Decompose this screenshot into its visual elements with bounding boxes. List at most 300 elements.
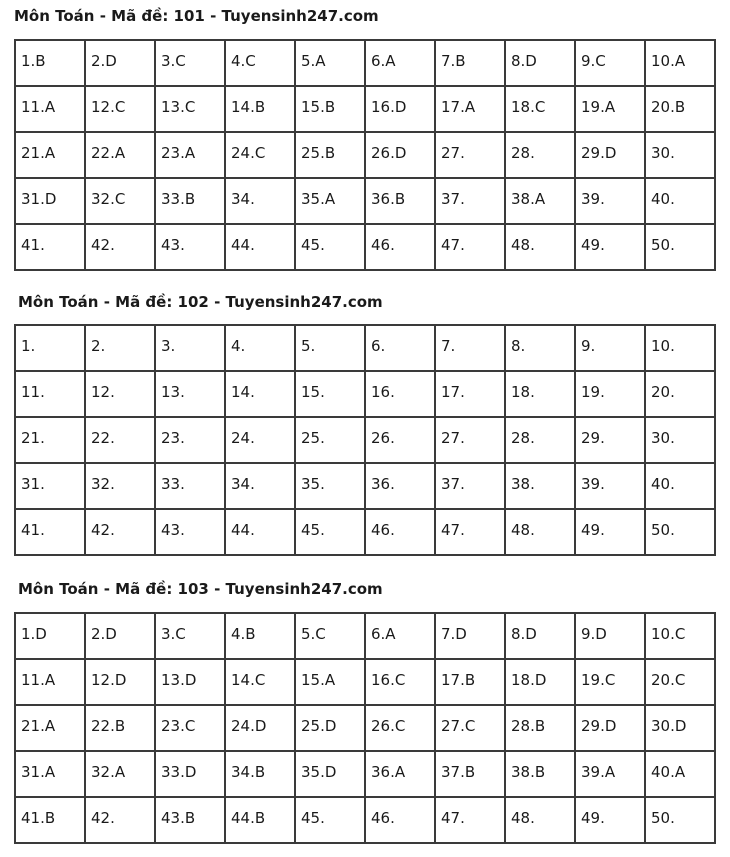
answer-cell bbox=[15, 705, 85, 751]
answer-text: 28. bbox=[511, 429, 535, 447]
table-row bbox=[15, 40, 715, 86]
answer-cell bbox=[575, 797, 645, 843]
answer-text: 3. bbox=[161, 337, 176, 355]
answer-cell bbox=[435, 705, 505, 751]
answer-cell bbox=[575, 224, 645, 270]
answer-cell bbox=[505, 132, 575, 178]
answer-text: 45. bbox=[301, 809, 325, 827]
answer-text: 42. bbox=[91, 521, 115, 539]
answer-cell bbox=[645, 224, 715, 270]
answer-text: 22.A bbox=[91, 144, 126, 162]
answer-text: 18.C bbox=[511, 98, 546, 116]
answer-text: 29.D bbox=[581, 144, 617, 162]
answer-cell bbox=[435, 178, 505, 224]
answer-text: 33.B bbox=[161, 190, 196, 208]
answer-text: 40. bbox=[651, 190, 675, 208]
answer-text: 14.C bbox=[231, 671, 266, 689]
answer-cell bbox=[365, 751, 435, 797]
answer-text: 34. bbox=[231, 190, 255, 208]
answer-text: 22.B bbox=[91, 717, 126, 735]
answer-text: 4.C bbox=[231, 52, 256, 70]
answer-text: 2. bbox=[91, 337, 106, 355]
answer-cell bbox=[645, 509, 715, 555]
answer-text: 4. bbox=[231, 337, 246, 355]
answer-text: 19. bbox=[581, 383, 605, 401]
answer-text: 30. bbox=[651, 144, 675, 162]
table-row bbox=[15, 463, 715, 509]
answer-cell bbox=[435, 325, 505, 371]
answer-cell bbox=[15, 132, 85, 178]
answer-cell bbox=[505, 325, 575, 371]
answer-text: 42. bbox=[91, 236, 115, 254]
answer-text: 44. bbox=[231, 521, 255, 539]
answer-cell bbox=[85, 509, 155, 555]
answer-text: 32.C bbox=[91, 190, 126, 208]
answer-text: 5.C bbox=[301, 625, 326, 643]
answer-text: 25. bbox=[301, 429, 325, 447]
answer-cell bbox=[435, 86, 505, 132]
answer-cell bbox=[155, 325, 225, 371]
answer-table-101 bbox=[14, 39, 716, 271]
answer-text: 31.A bbox=[21, 763, 56, 781]
answer-cell bbox=[15, 40, 85, 86]
answer-text: 20.B bbox=[651, 98, 686, 116]
answer-cell bbox=[85, 613, 155, 659]
answer-cell bbox=[365, 40, 435, 86]
answer-cell bbox=[155, 178, 225, 224]
answer-cell bbox=[645, 40, 715, 86]
answer-cell bbox=[295, 417, 365, 463]
answer-text: 34. bbox=[231, 475, 255, 493]
answer-text: 24.C bbox=[231, 144, 266, 162]
answer-text: 45. bbox=[301, 521, 325, 539]
answer-cell bbox=[645, 132, 715, 178]
answer-text: 14.B bbox=[231, 98, 266, 116]
answer-text: 34.B bbox=[231, 763, 266, 781]
answer-text: 31.D bbox=[21, 190, 57, 208]
answer-text: 29. bbox=[581, 429, 605, 447]
answer-cell bbox=[365, 132, 435, 178]
answer-text: 28.B bbox=[511, 717, 546, 735]
answer-text: 18. bbox=[511, 383, 535, 401]
answer-cell bbox=[575, 509, 645, 555]
answer-text: 50. bbox=[651, 521, 675, 539]
answer-cell bbox=[15, 224, 85, 270]
answer-text: 39. bbox=[581, 475, 605, 493]
answer-text: 27. bbox=[441, 429, 465, 447]
answer-cell bbox=[505, 797, 575, 843]
answer-cell bbox=[155, 86, 225, 132]
answer-cell bbox=[505, 40, 575, 86]
answer-text: 31. bbox=[21, 475, 45, 493]
answer-cell bbox=[225, 509, 295, 555]
answer-cell bbox=[225, 705, 295, 751]
answer-text: 41. bbox=[21, 521, 45, 539]
answer-text: 43. bbox=[161, 521, 185, 539]
answer-text: 15.A bbox=[301, 671, 336, 689]
answer-text: 26.C bbox=[371, 717, 406, 735]
answer-text: 16. bbox=[371, 383, 395, 401]
answer-cell bbox=[225, 178, 295, 224]
answer-cell bbox=[435, 371, 505, 417]
answer-text: 41. bbox=[21, 236, 45, 254]
answer-cell bbox=[575, 417, 645, 463]
answer-text: 13. bbox=[161, 383, 185, 401]
answer-text: 8.D bbox=[511, 625, 537, 643]
answer-cell bbox=[435, 463, 505, 509]
answer-cell bbox=[645, 325, 715, 371]
table-row bbox=[15, 751, 715, 797]
answer-cell bbox=[505, 224, 575, 270]
answer-cell bbox=[85, 659, 155, 705]
answer-cell bbox=[15, 613, 85, 659]
answer-cell bbox=[365, 659, 435, 705]
answer-text: 40. bbox=[651, 475, 675, 493]
answer-cell bbox=[15, 797, 85, 843]
answer-text: 10.C bbox=[651, 625, 686, 643]
table-row bbox=[15, 509, 715, 555]
answer-cell bbox=[225, 40, 295, 86]
answer-cell bbox=[85, 325, 155, 371]
answer-cell bbox=[435, 613, 505, 659]
answer-cell bbox=[575, 659, 645, 705]
answer-cell bbox=[85, 40, 155, 86]
answer-text: 43. bbox=[161, 236, 185, 254]
answer-cell bbox=[155, 417, 225, 463]
answer-text: 9.C bbox=[581, 52, 606, 70]
answer-text: 12.C bbox=[91, 98, 126, 116]
answer-text: 23.A bbox=[161, 144, 196, 162]
table-row bbox=[15, 224, 715, 270]
answer-text: 12.D bbox=[91, 671, 127, 689]
answer-text: 35.D bbox=[301, 763, 337, 781]
answer-text: 11.A bbox=[21, 98, 56, 116]
table-row bbox=[15, 613, 715, 659]
answer-cell bbox=[85, 417, 155, 463]
answer-cell bbox=[575, 705, 645, 751]
answer-text: 17.B bbox=[441, 671, 476, 689]
answer-text: 16.D bbox=[371, 98, 407, 116]
answer-cell bbox=[645, 705, 715, 751]
answer-text: 42. bbox=[91, 809, 115, 827]
answer-cell bbox=[505, 417, 575, 463]
answer-text: 2.D bbox=[91, 52, 117, 70]
answer-cell bbox=[575, 371, 645, 417]
answer-cell bbox=[15, 325, 85, 371]
answer-text: 9. bbox=[581, 337, 596, 355]
answer-text: 23.C bbox=[161, 717, 196, 735]
answer-cell bbox=[505, 178, 575, 224]
answer-text: 35. bbox=[301, 475, 325, 493]
answer-text: 39.A bbox=[581, 763, 616, 781]
answer-text: 47. bbox=[441, 236, 465, 254]
answer-text: 15. bbox=[301, 383, 325, 401]
answer-text: 26.D bbox=[371, 144, 407, 162]
answer-cell bbox=[15, 659, 85, 705]
answer-cell bbox=[645, 86, 715, 132]
table-row bbox=[15, 132, 715, 178]
answer-cell bbox=[225, 132, 295, 178]
answer-text: 37. bbox=[441, 475, 465, 493]
answer-text: 50. bbox=[651, 236, 675, 254]
answer-text: 37.B bbox=[441, 763, 476, 781]
answer-text: 7.B bbox=[441, 52, 466, 70]
answer-text: 25.B bbox=[301, 144, 336, 162]
table-row bbox=[15, 659, 715, 705]
answer-cell bbox=[505, 509, 575, 555]
answer-cell bbox=[295, 40, 365, 86]
answer-text: 18.D bbox=[511, 671, 547, 689]
answer-cell bbox=[505, 751, 575, 797]
answer-text: 50. bbox=[651, 809, 675, 827]
answer-cell bbox=[295, 371, 365, 417]
answer-text: 47. bbox=[441, 521, 465, 539]
answer-text: 49. bbox=[581, 236, 605, 254]
answer-cell bbox=[155, 40, 225, 86]
answer-cell bbox=[435, 40, 505, 86]
answer-text: 1.D bbox=[21, 625, 47, 643]
answer-cell bbox=[85, 178, 155, 224]
answer-cell bbox=[85, 224, 155, 270]
answer-text: 41.B bbox=[21, 809, 56, 827]
answer-cell bbox=[645, 178, 715, 224]
answer-cell bbox=[85, 86, 155, 132]
answer-cell bbox=[365, 509, 435, 555]
answer-text: 20. bbox=[651, 383, 675, 401]
answer-text: 20.C bbox=[651, 671, 686, 689]
answer-cell bbox=[155, 463, 225, 509]
answer-text: 48. bbox=[511, 236, 535, 254]
answer-text: 5. bbox=[301, 337, 316, 355]
answer-text: 3.C bbox=[161, 625, 186, 643]
answer-cell bbox=[295, 751, 365, 797]
answer-cell bbox=[435, 509, 505, 555]
answer-text: 21. bbox=[21, 429, 45, 447]
answer-cell bbox=[15, 463, 85, 509]
answer-text: 38.A bbox=[511, 190, 546, 208]
answer-cell bbox=[435, 417, 505, 463]
answer-text: 17. bbox=[441, 383, 465, 401]
answer-cell bbox=[295, 509, 365, 555]
answer-cell bbox=[435, 132, 505, 178]
answer-cell bbox=[435, 751, 505, 797]
table-row bbox=[15, 178, 715, 224]
answer-cell bbox=[225, 613, 295, 659]
answer-cell bbox=[575, 40, 645, 86]
table-row bbox=[15, 86, 715, 132]
answer-text: 48. bbox=[511, 809, 535, 827]
answer-cell bbox=[155, 705, 225, 751]
answer-text: 28. bbox=[511, 144, 535, 162]
answer-cell bbox=[85, 371, 155, 417]
answer-text: 36.A bbox=[371, 763, 406, 781]
answer-text: 47. bbox=[441, 809, 465, 827]
answer-text: 33. bbox=[161, 475, 185, 493]
answer-cell bbox=[295, 659, 365, 705]
answer-cell bbox=[15, 371, 85, 417]
answer-text: 7.D bbox=[441, 625, 467, 643]
answer-text: 29.D bbox=[581, 717, 617, 735]
answer-text: 36.B bbox=[371, 190, 406, 208]
answer-table-103 bbox=[14, 612, 716, 844]
answer-text: 1. bbox=[21, 337, 36, 355]
answer-cell bbox=[15, 751, 85, 797]
answer-text: 25.D bbox=[301, 717, 337, 735]
answer-cell bbox=[365, 705, 435, 751]
answer-cell bbox=[365, 613, 435, 659]
answer-text: 38. bbox=[511, 475, 535, 493]
answer-cell bbox=[505, 463, 575, 509]
table-row bbox=[15, 417, 715, 463]
answer-cell bbox=[365, 371, 435, 417]
answer-text: 19.C bbox=[581, 671, 616, 689]
answer-cell bbox=[645, 797, 715, 843]
answer-cell bbox=[435, 659, 505, 705]
answer-text: 1.B bbox=[21, 52, 46, 70]
answer-cell bbox=[645, 751, 715, 797]
answer-text: 45. bbox=[301, 236, 325, 254]
answer-text: 22. bbox=[91, 429, 115, 447]
answer-cell bbox=[15, 178, 85, 224]
answer-text: 32.A bbox=[91, 763, 126, 781]
answer-text: 33.D bbox=[161, 763, 197, 781]
answer-cell bbox=[225, 86, 295, 132]
section-title-101: Môn Toán - Mã đề: 101 - Tuyensinh247.com bbox=[14, 7, 379, 25]
answer-text: 36. bbox=[371, 475, 395, 493]
answer-text: 43.B bbox=[161, 809, 196, 827]
answer-text: 44.B bbox=[231, 809, 266, 827]
answer-text: 10.A bbox=[651, 52, 686, 70]
answer-cell bbox=[365, 417, 435, 463]
answer-cell bbox=[505, 371, 575, 417]
answer-text: 6.A bbox=[371, 625, 396, 643]
answer-text: 10. bbox=[651, 337, 675, 355]
answer-text: 49. bbox=[581, 809, 605, 827]
answer-text: 46. bbox=[371, 521, 395, 539]
answer-cell bbox=[295, 325, 365, 371]
answer-text: 23. bbox=[161, 429, 185, 447]
answer-cell bbox=[295, 613, 365, 659]
section-title-103: Môn Toán - Mã đề: 103 - Tuyensinh247.com bbox=[18, 580, 383, 598]
answer-cell bbox=[575, 132, 645, 178]
answer-cell bbox=[225, 325, 295, 371]
answer-text: 2.D bbox=[91, 625, 117, 643]
answer-text: 6.A bbox=[371, 52, 396, 70]
table-row bbox=[15, 325, 715, 371]
answer-cell bbox=[225, 371, 295, 417]
answer-cell bbox=[85, 132, 155, 178]
answer-text: 4.B bbox=[231, 625, 256, 643]
answer-text: 5.A bbox=[301, 52, 326, 70]
answer-cell bbox=[365, 178, 435, 224]
answer-cell bbox=[295, 86, 365, 132]
answer-cell bbox=[225, 463, 295, 509]
answer-text: 21.A bbox=[21, 717, 56, 735]
answer-text: 26. bbox=[371, 429, 395, 447]
answer-text: 40.A bbox=[651, 763, 686, 781]
answer-cell bbox=[225, 751, 295, 797]
answer-cell bbox=[85, 751, 155, 797]
section-title-102: Môn Toán - Mã đề: 102 - Tuyensinh247.com bbox=[18, 293, 383, 311]
answer-cell bbox=[225, 417, 295, 463]
answer-cell bbox=[295, 132, 365, 178]
answer-cell bbox=[645, 463, 715, 509]
answer-text: 24. bbox=[231, 429, 255, 447]
answer-text: 3.C bbox=[161, 52, 186, 70]
answer-cell bbox=[365, 463, 435, 509]
answer-cell bbox=[15, 417, 85, 463]
answer-text: 24.D bbox=[231, 717, 267, 735]
answer-cell bbox=[645, 659, 715, 705]
answer-cell bbox=[155, 132, 225, 178]
answer-text: 38.B bbox=[511, 763, 546, 781]
answer-cell bbox=[295, 463, 365, 509]
answer-text: 44. bbox=[231, 236, 255, 254]
answer-cell bbox=[645, 371, 715, 417]
answer-cell bbox=[575, 325, 645, 371]
answer-table-102 bbox=[14, 324, 716, 556]
answer-cell bbox=[575, 463, 645, 509]
answer-text: 13.D bbox=[161, 671, 197, 689]
answer-text: 11. bbox=[21, 383, 45, 401]
answer-text: 19.A bbox=[581, 98, 616, 116]
answer-cell bbox=[85, 463, 155, 509]
answer-text: 32. bbox=[91, 475, 115, 493]
answer-cell bbox=[155, 371, 225, 417]
answer-cell bbox=[295, 797, 365, 843]
answer-text: 11.A bbox=[21, 671, 56, 689]
answer-cell bbox=[15, 86, 85, 132]
answer-text: 12. bbox=[91, 383, 115, 401]
answer-cell bbox=[155, 509, 225, 555]
answer-text: 48. bbox=[511, 521, 535, 539]
answer-cell bbox=[505, 705, 575, 751]
answer-cell bbox=[225, 659, 295, 705]
answer-text: 27. bbox=[441, 144, 465, 162]
answer-text: 30.D bbox=[651, 717, 687, 735]
answer-cell bbox=[435, 224, 505, 270]
answer-cell bbox=[435, 797, 505, 843]
answer-cell bbox=[365, 797, 435, 843]
answer-cell bbox=[155, 797, 225, 843]
answer-text: 27.C bbox=[441, 717, 476, 735]
table-row bbox=[15, 371, 715, 417]
answer-cell bbox=[15, 509, 85, 555]
answer-text: 30. bbox=[651, 429, 675, 447]
answer-cell bbox=[645, 417, 715, 463]
answer-cell bbox=[505, 659, 575, 705]
answer-cell bbox=[85, 797, 155, 843]
answer-cell bbox=[155, 224, 225, 270]
answer-text: 16.C bbox=[371, 671, 406, 689]
table-row bbox=[15, 705, 715, 751]
answer-text: 46. bbox=[371, 809, 395, 827]
answer-cell bbox=[365, 325, 435, 371]
answer-cell bbox=[575, 613, 645, 659]
answer-cell bbox=[295, 178, 365, 224]
answer-cell bbox=[645, 613, 715, 659]
answer-cell bbox=[505, 86, 575, 132]
answer-cell bbox=[155, 751, 225, 797]
answer-text: 21.A bbox=[21, 144, 56, 162]
answer-text: 49. bbox=[581, 521, 605, 539]
answer-cell bbox=[295, 705, 365, 751]
answer-text: 46. bbox=[371, 236, 395, 254]
answer-cell bbox=[575, 178, 645, 224]
answer-cell bbox=[155, 613, 225, 659]
answer-text: 6. bbox=[371, 337, 386, 355]
answer-text: 13.C bbox=[161, 98, 196, 116]
